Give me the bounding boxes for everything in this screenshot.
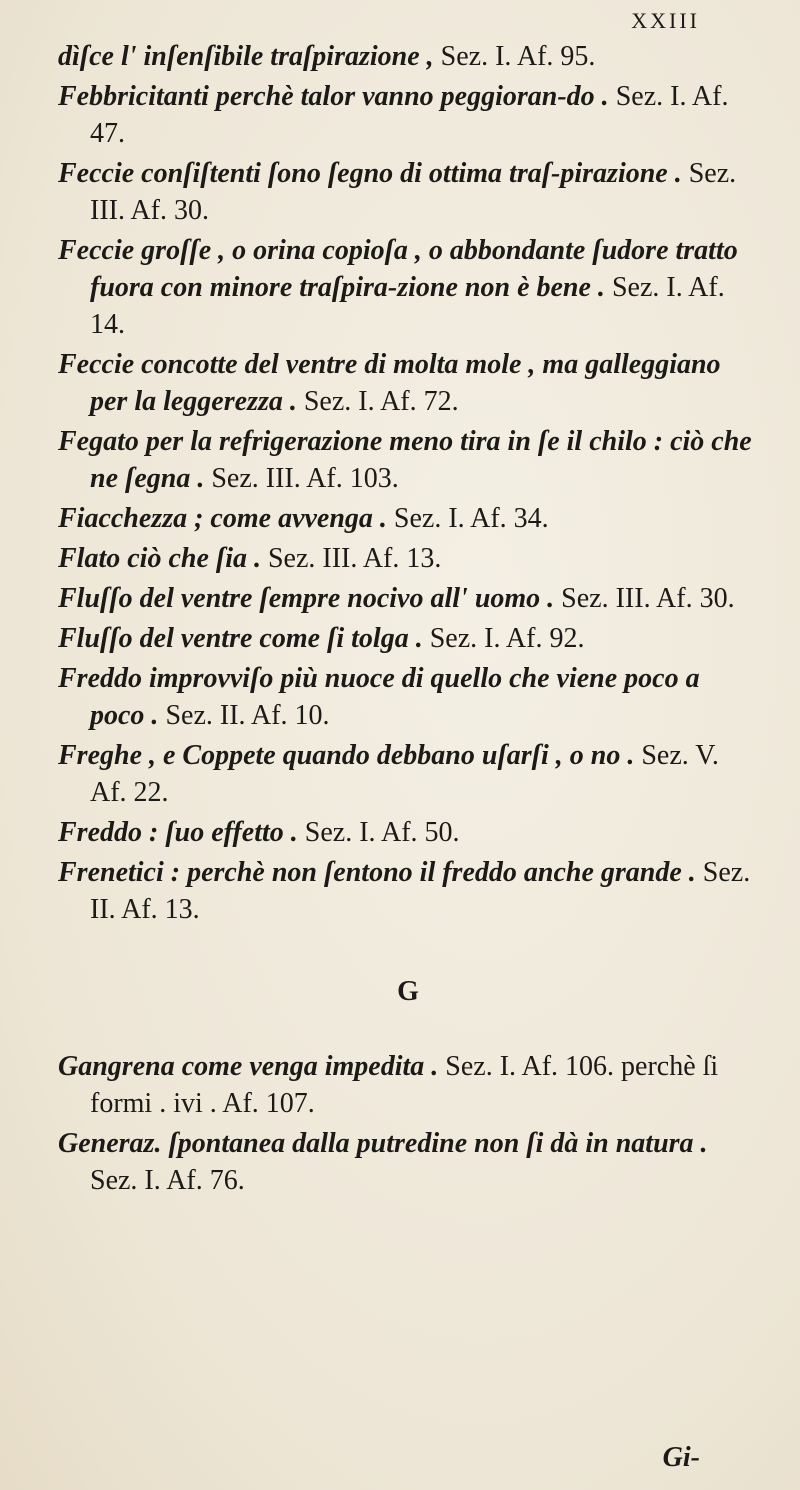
entry-reference: Sez. I. Af. 76.	[90, 1165, 245, 1196]
entry-term: Freddo : ſuo effetto .	[58, 817, 298, 848]
index-entry	[58, 1048, 758, 1122]
entry-term: Fluſſo del ventre ſempre nocivo all' uomo .	[58, 583, 555, 614]
index-entry	[58, 78, 758, 152]
index-entry	[58, 155, 758, 229]
entry-term: Flato ciò che ſia .	[58, 543, 261, 574]
entry-term: Generaz. ſpontanea dalla putredine non ſi dà in natura .	[58, 1128, 708, 1159]
entry-reference: Sez. I. Af. 106. perchè ſi formi . ivi . Af. 107.	[90, 1051, 719, 1119]
entry-term: Freghe , e Coppete quando debbano uſarſi , o no .	[58, 740, 635, 771]
entry-reference: Sez. II. Af. 10.	[158, 700, 330, 731]
entry-term: Frenetici : perchè non ſentono il freddo anche grande .	[58, 857, 696, 888]
section-letter: G	[397, 976, 419, 1007]
catchword: Gi-	[662, 1442, 700, 1473]
entry-term: Feccie conſiſtenti ſono ſegno di ottima traſ-pirazione .	[58, 158, 682, 189]
entry-reference: Sez. III. Af. 103.	[204, 463, 399, 494]
index-entry	[58, 1125, 758, 1199]
index-entry	[58, 854, 758, 928]
index-entry	[58, 423, 758, 497]
index-entry	[58, 346, 758, 420]
index-entries	[58, 38, 758, 1202]
entry-term: Fegato per la refrigerazione meno tira in ſe il chilo : ciò che ne ſegna .	[58, 426, 752, 494]
entry-reference: Sez. II. Af. 13.	[90, 857, 751, 925]
entry-reference: Sez. III. Af. 13.	[260, 543, 442, 574]
index-entry	[58, 500, 758, 537]
index-entry	[58, 540, 758, 577]
entry-reference: Sez. III. Af. 30.	[90, 158, 737, 226]
index-entry	[58, 737, 758, 811]
entry-term: Febbricitanti perchè talor vanno peggioran-do .	[58, 81, 609, 112]
entry-reference: Sez. I. Af. 14.	[90, 272, 725, 340]
entry-term: Feccie groſſe , o orina copioſa , o abbondante ſudore tratto fuora con minore traſpira-zione non è bene .	[58, 235, 738, 303]
entry-term: Feccie concotte del ventre di molta mole , ma galleggiano per la leggerezza .	[58, 349, 721, 417]
index-entry	[58, 814, 758, 851]
entry-term: dìſce l' inſenſibile traſpirazione ,	[58, 41, 434, 72]
index-entry	[58, 620, 758, 657]
index-entry	[58, 660, 758, 734]
entry-term: Fluſſo del ventre come ſi tolga .	[58, 623, 423, 654]
entry-reference: Sez. I. Af. 47.	[90, 81, 729, 149]
entry-reference: Sez. I. Af. 34.	[386, 503, 549, 534]
index-entry	[58, 580, 758, 617]
index-entry	[58, 232, 758, 343]
entry-reference: Sez. III. Af. 30.	[554, 583, 735, 614]
entry-reference: Sez. I. Af. 92.	[422, 623, 585, 654]
entry-term: Freddo improvviſo più nuoce di quello che viene poco a poco .	[58, 663, 700, 731]
entry-reference: Sez. I. Af. 95.	[433, 41, 596, 72]
index-entry	[58, 38, 758, 75]
entry-term: Fiacchezza ; come avvenga .	[58, 503, 387, 534]
entry-reference: Sez. I. Af. 50.	[297, 817, 460, 848]
entries-f	[58, 38, 758, 928]
entry-reference: Sez. I. Af. 72.	[296, 386, 459, 417]
page-number: XXIII	[631, 8, 700, 33]
entry-term: Gangrena come venga impedita .	[58, 1051, 439, 1082]
entry-reference: Sez. V. Af. 22.	[90, 740, 719, 808]
entries-g	[58, 1048, 758, 1199]
